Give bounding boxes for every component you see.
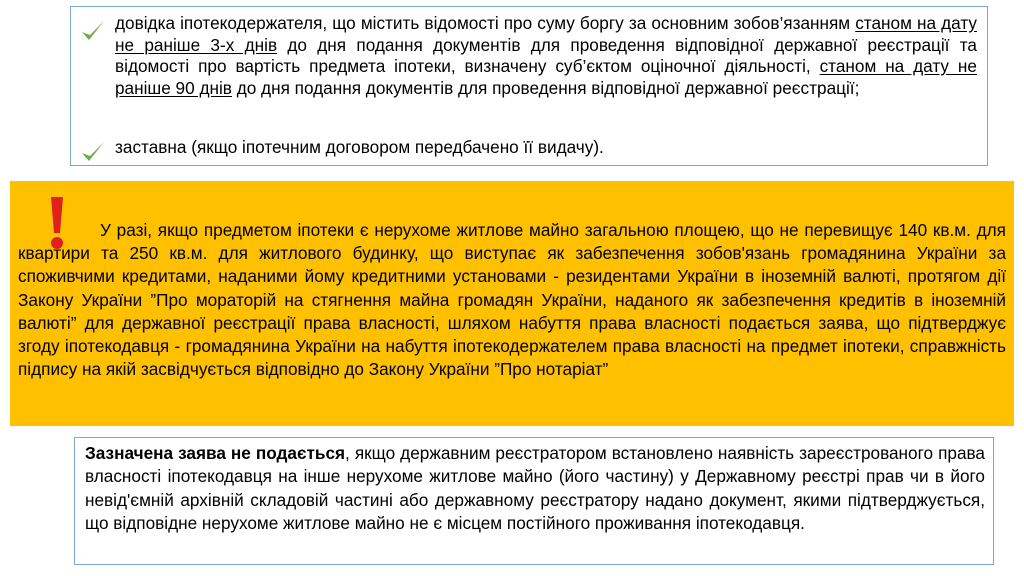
requirements-box bbox=[70, 6, 988, 166]
exception-box bbox=[74, 437, 994, 565]
check-icon bbox=[79, 18, 107, 44]
warning-box bbox=[10, 181, 1014, 426]
list-item-text: довідка іпотекодержателя, що містить відомості про суму боргу за основним зобов’язанням станом на дату не раніше 3-х днів до дня подання документів для проведення відповідної державної реєстрації та відомості про вартість предмета іпотеки, визначену суб’єктом оціночної діяльності, станом на дату не раніше 90 днів до дня подання документів для проведення відповідної державної реєстрації; bbox=[115, 13, 977, 98]
check-icon bbox=[79, 139, 107, 165]
exception-heading: Зазначена заява не подається bbox=[85, 443, 346, 463]
list-item-text: заставна (якщо іпотечним договором передбачено її видачу). bbox=[115, 137, 604, 157]
exception-text: Зазначена заява не подається, якщо державним реєстратором встановлено наявність зареєстрованого права власності іпотекодавця на інше нерухоме житлове майно (його частину) у Державному реєстрі прав чи в його невід'ємній архівній складовій частині або державному реєстратору надано документ, якими підтверджується, що відповідне нерухоме житлове майно не є місцем постійного проживання іпотекодавця. bbox=[85, 443, 985, 534]
warning-text: У разі, якщо предметом іпотеки є нерухоме житлове майно загальною площею, що не перевищує 140 кв.м. для квартири та 250 кв.м. для житлового будинку, що виступає як забезпечення зобов'язань громадянина України за споживчими кредитами, наданими йому кредитними установами - резидентами України в іноземній валюті, протягом дії Закону України ”Про мораторій на стягнення майна громадян України, наданого як забезпечення кредитів в іноземній валюті” для державної реєстрації права власності, шляхом набуття права власності подається заява, що підтверджує згоду іпотекодавця - громадянина України на набуття іпотекодержателем права власності на предмет іпотеки, справжність підпису на якій засвідчується відповідно до Закону України ”Про нотаріат” bbox=[18, 220, 1006, 380]
